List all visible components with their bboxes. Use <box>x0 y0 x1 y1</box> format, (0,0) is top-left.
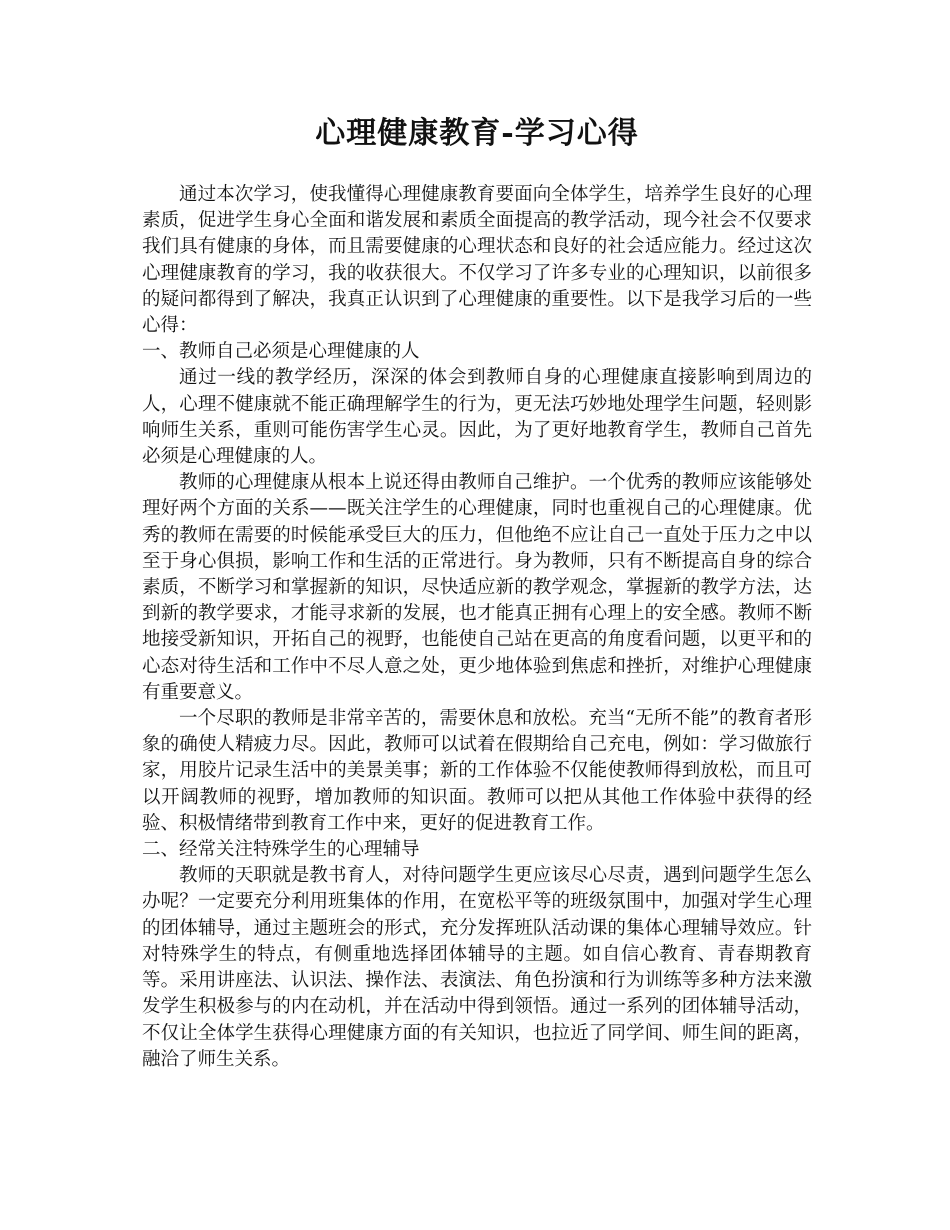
body-paragraph: 一个尽职的教师是非常辛苦的，需要休息和放松。充当“无所不能”的教育者形象的确使人精疲力尽。因此，教师可以试着在假期给自己充电，例如：学习做旅行家，用胶片记录生活中的美景美事；新的工作体验不仅能使教师得到放松，而且可以开阔教师的视野，增加教师的知识面。教师可以把从其他工作体验中获得的经验、积极情绪带到教育工作中来，更好的促进教育工作。 <box>142 708 812 834</box>
body-paragraph: 通过一线的教学经历，深深的体会到教师自身的心理健康直接影响到周边的人，心理不健康就不能正确理解学生的行为，更无法巧妙地处理学生问题，轻则影响师生关系，重则可能伤害学生心灵。因此，为了更好地教育学生，教师自己首先必须是心理健康的人。 <box>142 367 812 468</box>
intro-paragraph: 通过本次学习，使我懂得心理健康教育要面向全体学生，培养学生良好的心理素质，促进学生身心全面和谐发展和素质全面提高的教学活动，现今社会不仅要求我们具有健康的身体，而且需要健康的心理状态和良好的社会适应能力。经过这次心理健康教育的学习，我的收获很大。不仅学习了许多专业的心理知识，以前很多的疑问都得到了解决，我真正认识到了心理健康的重要性。以下是我学习后的一些心得： <box>142 184 812 337</box>
body-paragraph: 教师的心理健康从根本上说还得由教师自己维护。一个优秀的教师应该能够处理好两个方面的关系——既关注学生的心理健康，同时也重视自己的心理健康。优秀的教师在需要的时候能承受巨大的压力，但他绝不应让自己一直处于压力之中以至于身心俱损，影响工作和生活的正常进行。身为教师，只有不断提高自身的综合素质，不断学习和掌握新的知识，尽快适应新的教学观念，掌握新的教学方法，达到新的教学要求，才能寻求新的发展，也才能真正拥有心理上的安全感。教师不断地接受新知识，开拓自己的视野，也能使自己站在更高的角度看问题，以更平和的心态对待生活和工作中不尽人意之处，更少地体验到焦虑和挫折，对维护心理健康有重要意义。 <box>142 472 812 703</box>
section-heading-1: 一、教师自己必须是心理健康的人 <box>142 341 420 363</box>
section-heading-2: 二、经常关注特殊学生的心理辅导 <box>142 839 420 861</box>
document-page <box>142 0 812 1073</box>
body-paragraph: 教师的天职就是教书育人，对待问题学生更应该尽心尽责，遇到问题学生怎么办呢？一定要充分利用班集体的作用，在宽松平等的班级氛围中，加强对学生心理的团体辅导，通过主题班会的形式，充分发挥班队活动课的集体心理辅导效应。针对特殊学生的特点，有侧重地选择团体辅导的主题。如自信心教育、青春期教育等。采用讲座法、认识法、操作法、表演法、角色扮演和行为训练等多种方法来激发学生积极参与的内在动机，并在活动中得到领悟。通过一系列的团体辅导活动，不仅让全体学生获得心理健康方面的有关知识，也拉近了同学间、师生间的距离，融洽了师生关系。 <box>142 865 812 1070</box>
document-body <box>142 182 812 1073</box>
document-title: 心理健康教育-学习心得 <box>315 116 639 151</box>
